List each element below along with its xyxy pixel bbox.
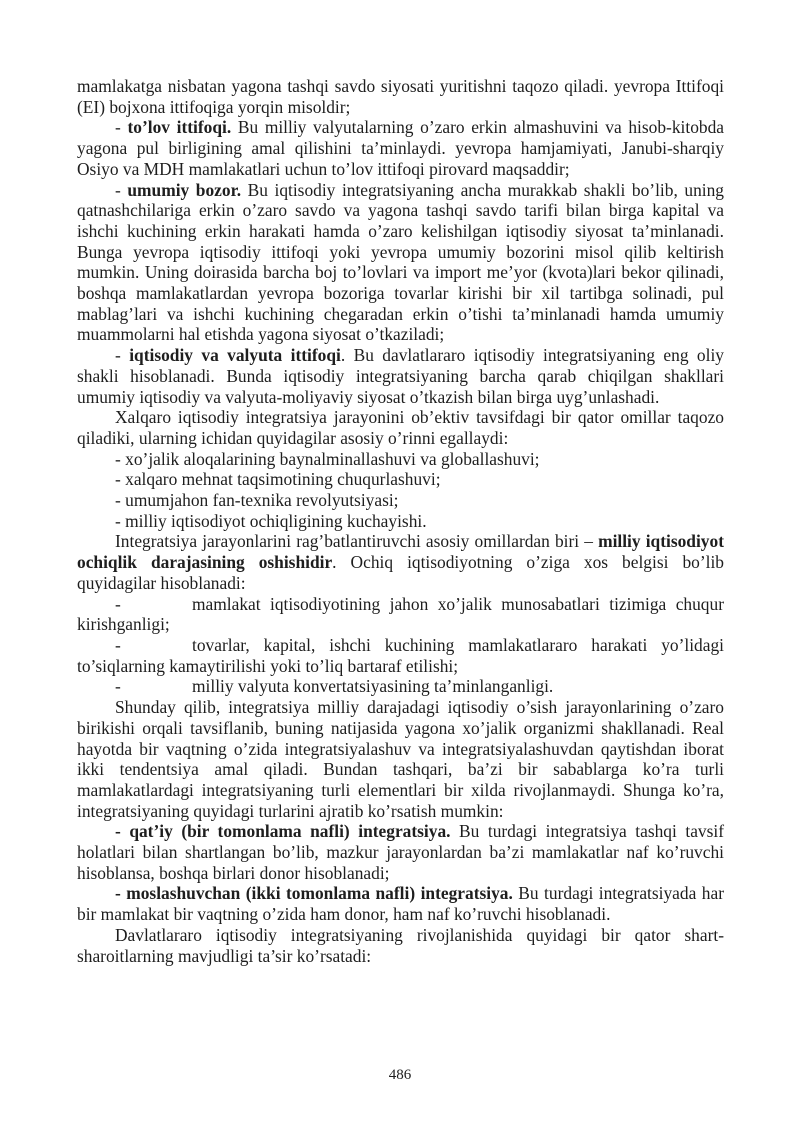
paragraph: Davlatlararo iqtisodiy integratsiyaning rivojlanishida quyidagi bir qator shart-sharoitlarning mavjudligi ta’sir ko’rsatadi: [77, 924, 724, 966]
paragraph-text: Integratsiya jarayonlarini rag’batlantiruvchi asosiy omillardan biri – [115, 531, 599, 552]
term-bold: milliy iqtisodiyot ochiqlik darajasining oshishidir [77, 531, 724, 573]
list-item [77, 594, 724, 635]
paragraph-text: . Bu davlatlararo iqtisodiy integratsiyaning eng oliy shakli hisoblanadi. Bunda iqtisodiy integratsiyaning barcha qarab chiqilgan shakllari umumiy iqtisodiy va valyuta-moliyaviy siyosat o’tkazish bilan birga uyg’unlashadi. [77, 345, 724, 407]
list-item: - xo’jalik aloqalarining baynalminallashuvi va globallashuvi; [115, 448, 540, 469]
paragraph-common-market [77, 180, 724, 346]
paragraph-flexible-integration [77, 883, 724, 924]
paragraph-text: Bu turdagi integratsiyada har bir mamlakat bir vaqtning o’zida ham donor, ham naf ko’ruvchi hisoblanadi. [77, 883, 724, 925]
dash-lead: - [115, 117, 128, 138]
list-item-text: milliy valyuta konvertatsiyasining ta’minlanganligi. [192, 676, 554, 697]
document-page [77, 76, 724, 966]
paragraph: Xalqaro iqtisodiy integratsiya jarayonini ob’ektiv tavsifdagi bir qator omillar taqozo qiladiki, ularning ichidan quyidagilar asosiy o’rinni egallaydi: [77, 407, 724, 448]
paragraph-payment-union [77, 117, 724, 179]
term-bold: - moslashuvchan (ikki tomonlama nafli) integratsiya. [115, 883, 513, 904]
list-item: - milliy iqtisodiyot ochiqligining kuchayishi. [115, 510, 427, 531]
dash-lead: - [115, 345, 130, 366]
term-bold: umumiy bozor. [127, 179, 242, 200]
list-item-text: mamlakat iqtisodiyotining jahon xo’jalik munosabatlari tizimiga chuqur kirishganligi; [77, 593, 724, 635]
paragraph-text: . Ochiq iqtisodiyotning o’ziga xos belgisi bo’lib quyidagilar hisoblanadi: [77, 552, 724, 593]
paragraph-text: Bu iqtisodiy integratsiyaning ancha murakkab shakli bo’lib, uning qatnashchilariga erkin o’zaro savdo va yagona tashqi savdo tarifi bilan birga kapital va ishchi kuchining erkin harakati hamda o’zaro kelishilgan iqtisodiy siyosat ta’minlanadi. Bunga yevropa iqtisodiy ittifoqi yoki yevropa umumiy bozorini misol qilib keltirish mumkin. Uning doirasida barcha boj to’lovlari va import me’yor (kvota)lari bekor qilinadi, boshqa mamlakatlardan yevropa bozoriga tovarlar kirishi bir xil tartibga solinadi, pul mablag’lari va ishchi kuchining chegaradan erkin o’tishi ta’minlanadi hamda umumiy muammolarni hal etishda yagona siyosat o’tkaziladi; [77, 179, 724, 345]
term-bold: iqtisodiy va valyuta ittifoqi [129, 345, 341, 366]
paragraph-text: Bu turdagi integratsiya tashqi tavsif holatlari bilan shartlangan bo’lib, mazkur jarayonlardan ba’zi mamlakatlar naf ko’ruvchi hisoblansa, boshqa birlari donor hisoblanadi; [77, 821, 724, 883]
list-item: - umumjahon fan-texnika revolyutsiyasi; [115, 490, 399, 511]
term-bold: to’lov ittifoqi. [127, 117, 232, 138]
list-dash: - [115, 593, 121, 614]
list-item [77, 676, 724, 697]
paragraph-economic-union [77, 345, 724, 407]
paragraph-text: Bu milliy valyutalarning o’zaro erkin almashuvini va hisob-kitobda yagona pul birligining amal qilishini ta’minlaydi. yevropa hamjamiyati, Janubi-sharqiy Osiyo va MDH mamlakatlari uchun to’lov ittifoqi pirovard maqsaddir; [77, 117, 724, 179]
list-item-text: tovarlar, kapital, ishchi kuchining mamlakatlararo harakati yo’lidagi to’siqlarning kamaytirilishi yoki to’liq bartaraf etilishi; [77, 634, 724, 676]
paragraph-strict-integration [77, 821, 724, 883]
dash-lead: - [115, 179, 128, 200]
list-item [77, 635, 724, 676]
page-number: 486 [388, 1067, 412, 1083]
list-dash: - [115, 634, 121, 655]
paragraph: mamlakatga nisbatan yagona tashqi savdo siyosati yuritishni taqozo qiladi. yevropa Ittifoqi (EI) bojxona ittifoqiga yorqin misoldir; [77, 76, 724, 117]
list-dash: - [115, 676, 121, 697]
term-bold: - qat’iy (bir tomonlama nafli) integratsiya. [115, 821, 451, 842]
list-item: - xalqaro mehnat taqsimotining chuqurlashuvi; [115, 469, 441, 490]
paragraph-openness [77, 531, 724, 593]
paragraph: Shunday qilib, integratsiya milliy darajadagi iqtisodiy o’sish jarayonlarining o’zaro birikishi orqali tavsiflanib, buning natijasida yagona xo’jalik organizmi shakllanadi. Real hayotda bir vaqtning o’zida integratsiyalashuv va integratsiyalashuvdan qaytishdan iborat ikki tendentsiya amal qiladi. Bundan tashqari, ba’zi bir sabablarga ko’ra turli mamlakatlardagi integratsiyaning turli elementlari bir xilda rivojlanmaydi. Shunga ko’ra, integratsiyaning quyidagi turlarini ajratib ko’rsatish mumkin: [77, 697, 724, 821]
